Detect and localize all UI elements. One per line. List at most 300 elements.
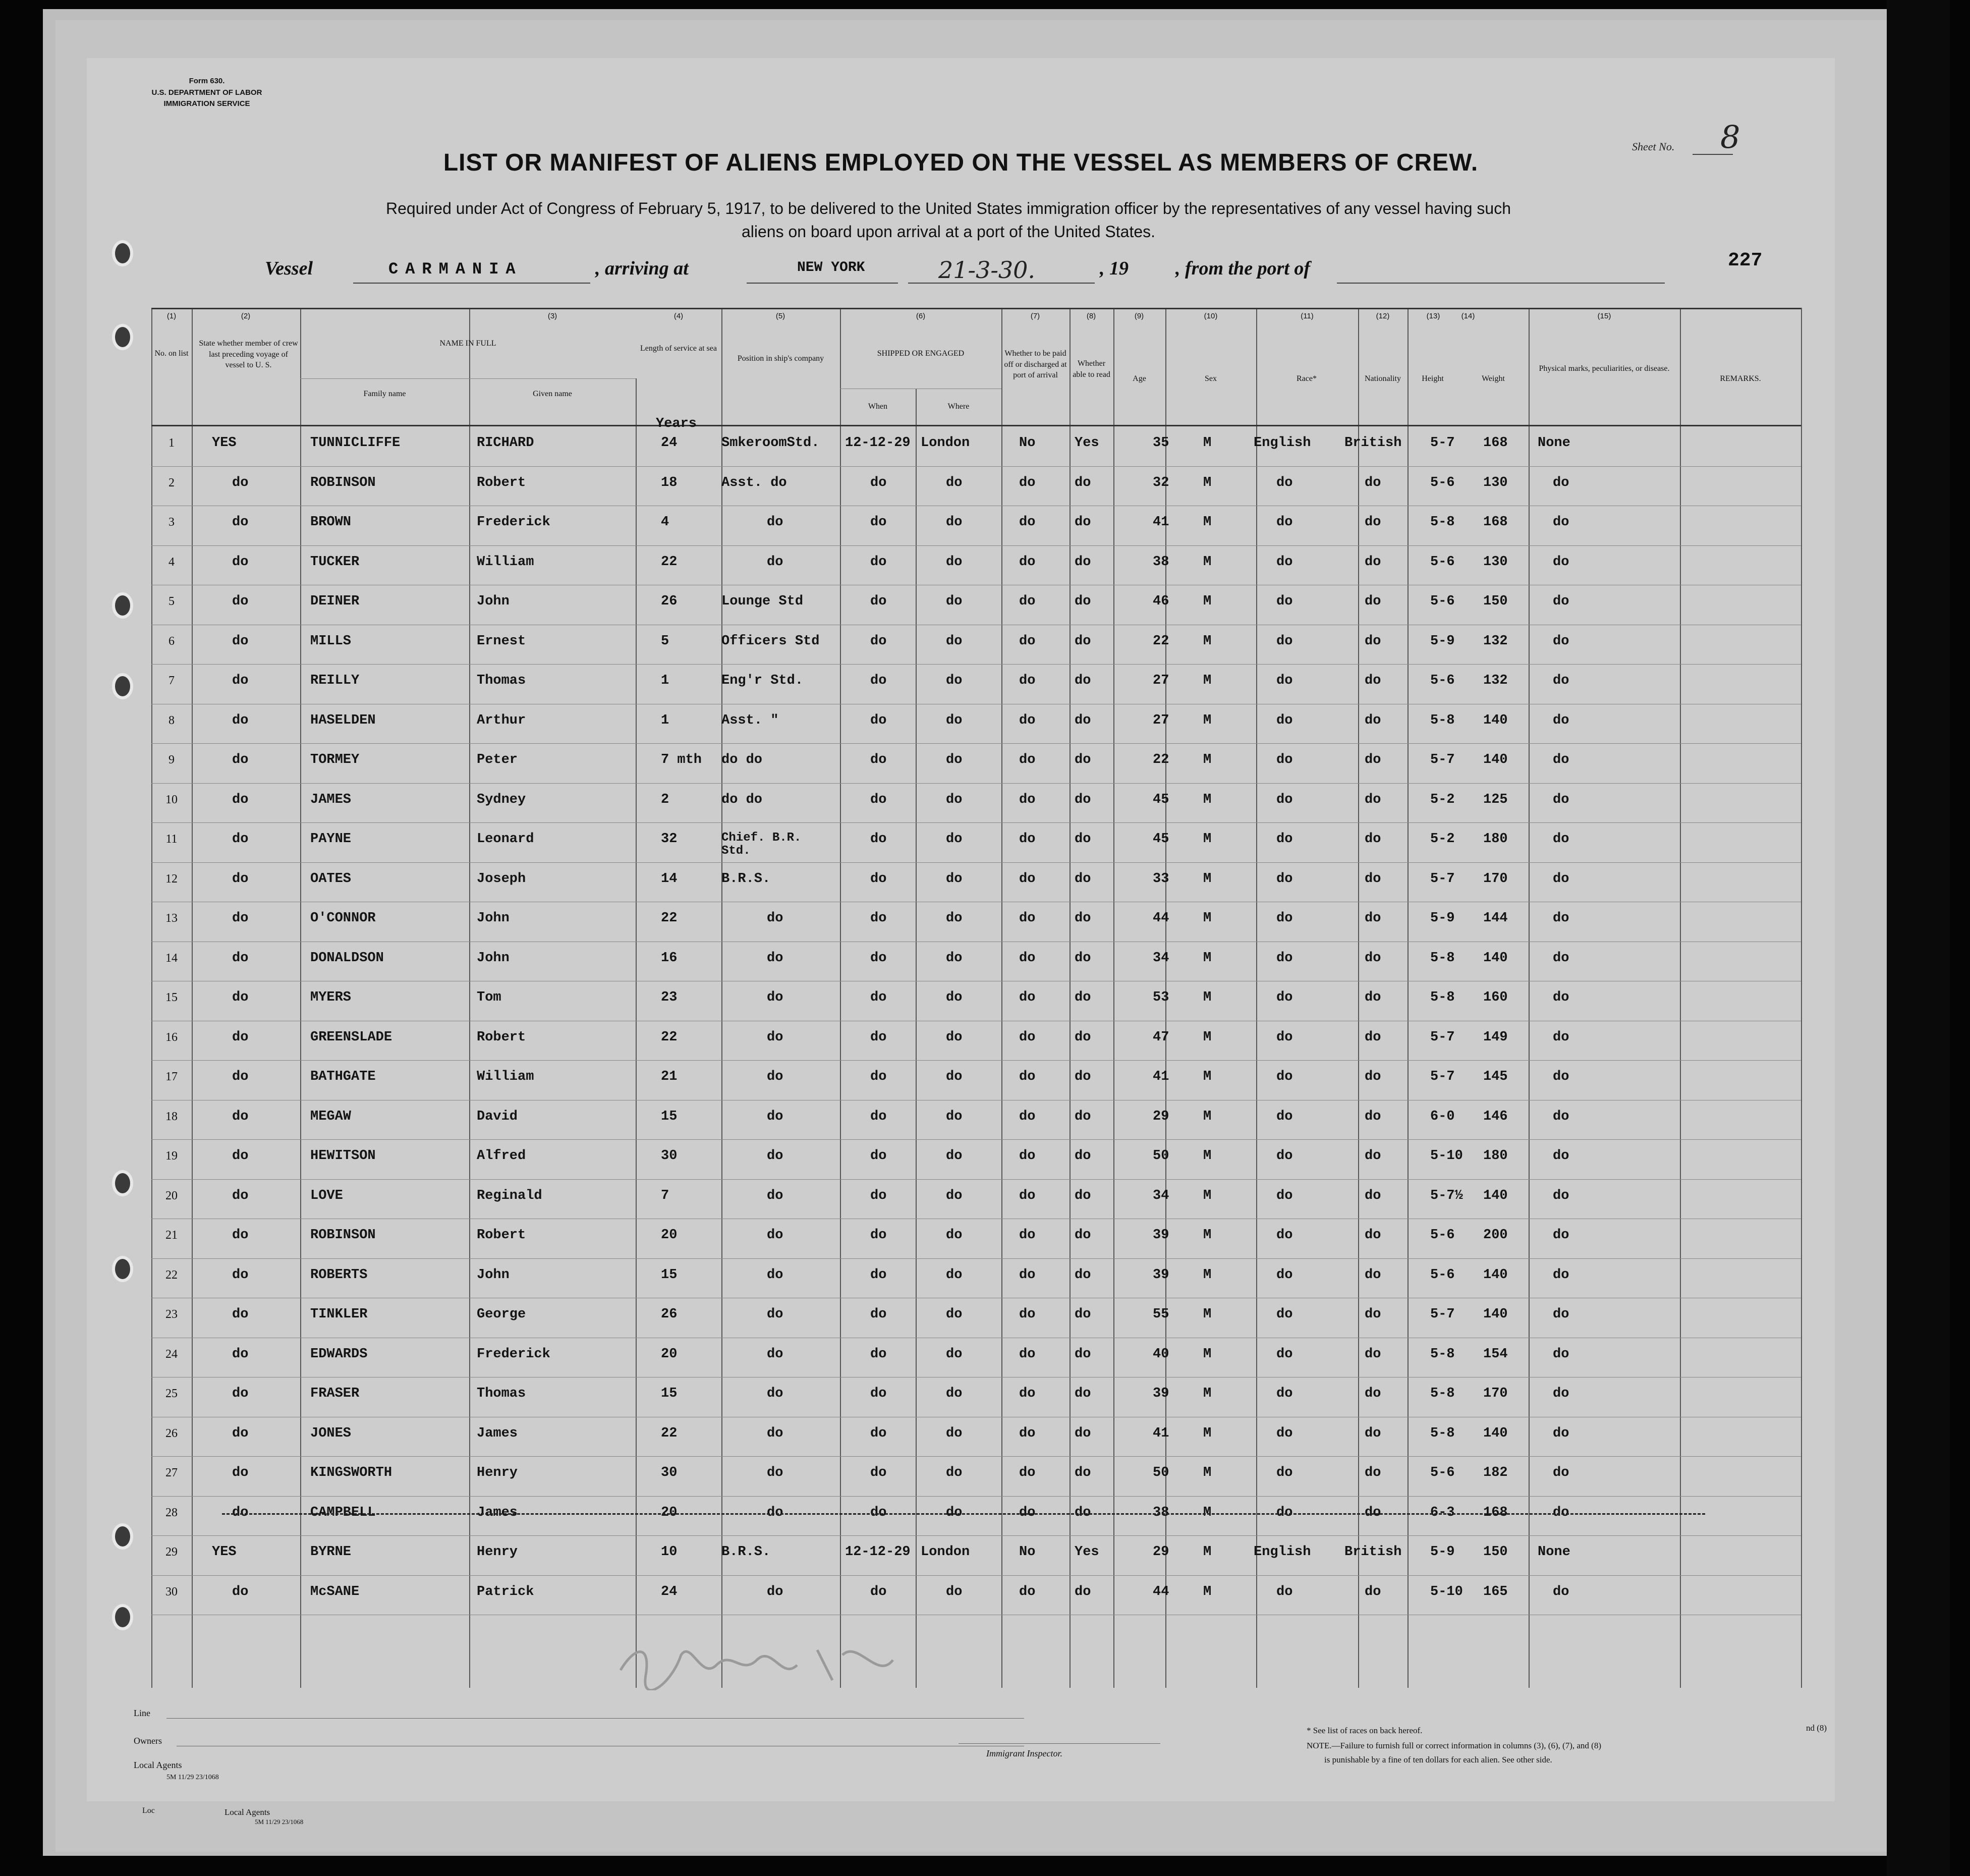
crew-last-voyage-cell: do [232,594,249,609]
shipped-where-cell: do [946,1228,963,1243]
crew-last-voyage-cell: do [232,1386,249,1401]
shipped-where-cell: do [946,1188,963,1203]
physical-marks-cell: do [1553,673,1569,688]
crew-last-voyage-cell: do [232,1188,249,1203]
height-cell: 5-6 [1430,1465,1455,1480]
shipped-when-cell: do [870,1465,887,1480]
able-to-read-cell: do [1075,1069,1091,1084]
shipped-when-cell: do [870,633,887,649]
able-to-read-cell: do [1075,1346,1091,1362]
length-of-service-cell: 32 [661,832,678,847]
weight-cell: 140 [1483,1307,1508,1322]
crew-last-voyage-cell: do [232,1505,249,1520]
inspector-rule [959,1743,1160,1744]
height-cell: 5-7½ [1430,1188,1463,1203]
nationality-cell: do [1365,673,1381,688]
where-header: Where [947,402,970,411]
able-to-read-cell: do [1075,792,1091,807]
family-name-cell: HASELDEN [310,712,376,728]
race-cell: do [1276,911,1293,926]
length-of-service-cell: 20 [661,1346,678,1362]
row-number: 7 [168,674,175,687]
able-to-read-cell: do [1075,752,1091,767]
crew-table [151,308,1801,1688]
age-cell: 40 [1153,1346,1169,1362]
strike-through-line [222,1513,1705,1515]
physical-marks-cell: do [1553,1307,1569,1322]
age-cell: 33 [1153,871,1169,887]
edge-fragment: nd (8) [1806,1723,1827,1733]
weight-cell: 150 [1483,1544,1508,1560]
row-number: 14 [165,951,178,965]
length-of-service-cell: 20 [661,1505,678,1520]
weight-cell: 144 [1483,911,1508,926]
column-divider [1408,308,1409,1688]
family-name-cell: LOVE [310,1188,343,1203]
length-of-service-cell: 7 mth [661,752,702,767]
row-rule [151,1496,1801,1497]
length-of-service-cell: 18 [661,475,678,490]
family-name-cell: JONES [310,1425,352,1441]
age-cell: 41 [1153,1425,1169,1441]
from-port-underline [1337,283,1665,284]
able-to-read-cell: do [1075,871,1091,887]
nationality-cell: do [1365,752,1381,767]
length-of-service-cell: 16 [661,950,678,966]
row-number: 16 [165,1030,178,1044]
row-rule [151,664,1801,665]
crew-last-voyage-cell: do [232,1109,249,1124]
shipped-where-cell: do [946,950,963,966]
sex-cell: M [1203,1267,1212,1283]
department: U.S. DEPARTMENT OF LABOR [151,88,262,97]
able-to-read-cell: do [1075,554,1091,570]
race-cell: do [1276,871,1293,887]
race-cell: do [1276,1346,1293,1362]
physical-marks-cell: do [1553,752,1569,767]
shipped-where-cell: do [946,712,963,728]
able-to-read-cell: do [1075,475,1091,490]
family-name-cell: MEGAW [310,1109,352,1124]
position-cell: do [767,1029,783,1045]
sex-cell: M [1203,832,1212,847]
crew-last-voyage-cell: do [232,1267,249,1283]
family-name-cell: MYERS [310,990,352,1005]
header-bottom-rule [151,425,1801,426]
column-number: (11) [1301,312,1314,320]
weight-cell: 140 [1483,1188,1508,1203]
nationality-cell: do [1365,475,1381,490]
able-to-read-cell: do [1075,1148,1091,1164]
race-cell: do [1276,792,1293,807]
name-subheader-rule [300,378,636,379]
paid-off-header: Whether to be paid off or discharged at port of arrival [1004,349,1067,380]
nationality-cell: do [1365,712,1381,728]
height-cell: 5-8 [1430,1386,1455,1401]
length-of-service-cell: 20 [661,1228,678,1243]
table-top-rule [151,308,1801,309]
race-cell: do [1276,950,1293,966]
age-cell: 39 [1153,1267,1169,1283]
age-cell: 44 [1153,911,1169,926]
length-of-service-cell: 24 [661,435,678,451]
weight-cell: 180 [1483,1148,1508,1164]
physical-marks-header: Physical marks, peculiarities, or disease. [1539,364,1670,373]
binder-hole [115,1173,130,1193]
race-cell: do [1276,1109,1293,1124]
sex-cell: M [1203,871,1212,887]
nationality-cell: do [1365,633,1381,649]
column-number: (6) [916,312,926,320]
row-number: 19 [165,1149,178,1163]
row-number: 24 [165,1347,178,1361]
shipped-when-cell: do [870,594,887,609]
family-name-cell: TINKLER [310,1307,368,1322]
position-cell: Asst. " [721,712,779,728]
sex-cell: M [1203,1029,1212,1045]
vessel-name: CARMANIA [388,260,523,279]
shipped-when-cell: do [870,752,887,767]
paid-off-cell: No [1019,1544,1036,1560]
sex-cell: M [1203,673,1212,688]
crew-last-voyage-cell: do [232,1584,249,1599]
age-cell: 50 [1153,1148,1169,1164]
sex-cell: M [1203,1584,1212,1599]
column-number: (13) [1426,312,1440,320]
paid-off-cell: do [1019,1069,1036,1084]
crew-last-voyage-cell: do [232,633,249,649]
length-of-service-cell: 24 [661,1584,678,1599]
nationality-cell: do [1365,1505,1381,1520]
given-name-cell: Henry [477,1544,518,1560]
shipped-engaged-header: SHIPPED OR ENGAGED [877,349,965,358]
height-cell: 5-6 [1430,1228,1455,1243]
position-cell: Eng'r Std. [721,673,804,688]
given-name-cell: John [477,911,510,926]
shipped-where-cell: do [946,1029,963,1045]
weight-cell: 182 [1483,1465,1508,1480]
column-number: (5) [775,312,785,320]
position-header: Position in ship's company [737,354,824,363]
column-divider [300,308,301,1688]
race-cell: do [1276,1069,1293,1084]
age-cell: 38 [1153,1505,1169,1520]
shipped-when-cell: do [870,1307,887,1322]
physical-marks-cell: None [1538,1544,1570,1560]
physical-marks-cell: do [1553,1346,1569,1362]
height-cell: 5-9 [1430,1544,1455,1560]
weight-cell: 165 [1483,1584,1508,1599]
when-header: When [868,402,888,411]
paid-off-cell: do [1019,594,1036,609]
paid-off-cell: do [1019,1386,1036,1401]
nationality-cell: do [1365,1109,1381,1124]
crew-last-voyage-cell: YES [212,435,237,451]
sex-cell: M [1203,990,1212,1005]
crew-last-voyage-cell: do [232,1425,249,1441]
page-stamp-number: 227 [1728,250,1763,271]
shipped-where-cell: do [946,792,963,807]
family-name-cell: FRASER [310,1386,360,1401]
position-cell: do [767,1228,783,1243]
row-rule [151,466,1801,467]
weight-cell: 168 [1483,515,1508,530]
row-number: 21 [165,1229,178,1242]
weight-cell: 168 [1483,435,1508,451]
column-divider [1680,308,1681,1688]
nationality-cell: do [1365,950,1381,966]
age-cell: 44 [1153,1584,1169,1599]
shipped-when-cell: do [870,1346,887,1362]
given-name-cell: Robert [477,1228,526,1243]
column-divider [1801,308,1802,1688]
column-number: (3) [547,312,557,320]
sex-cell: M [1203,712,1212,728]
paid-off-cell: do [1019,1188,1036,1203]
length-of-service-cell: 22 [661,554,678,570]
nationality-cell: do [1365,1029,1381,1045]
column-number: (4) [673,312,684,320]
crew-last-voyage-cell: do [232,554,249,570]
row-number: 20 [165,1189,178,1202]
family-name-cell: ROBINSON [310,475,376,490]
race-cell: do [1276,515,1293,530]
no-on-list-header: No. on list [154,349,189,358]
position-cell: Lounge Std [721,594,804,609]
shipped-when-cell: do [870,1386,887,1401]
service: IMMIGRATION SERVICE [163,99,250,108]
physical-marks-cell: do [1553,950,1569,966]
age-cell: 35 [1153,435,1169,451]
family-name-cell: BROWN [310,515,352,530]
crew-last-voyage-header: State whether member of crew last preceding voyage of vessel to U. S. [199,339,298,370]
shipped-when-cell: do [870,1029,887,1045]
sex-cell: M [1203,1069,1212,1084]
given-name-cell: David [477,1109,518,1124]
able-to-read-header: Whether able to read [1073,359,1110,379]
race-cell: do [1276,475,1293,490]
binder-hole [115,1526,130,1547]
able-to-read-cell: do [1075,673,1091,688]
row-number: 15 [165,991,178,1004]
shipped-where-cell: do [946,911,963,926]
age-cell: 45 [1153,792,1169,807]
physical-marks-cell: do [1553,871,1569,887]
weight-header: Weight [1482,374,1505,383]
page-title: LIST OR MANIFEST OF ALIENS EMPLOYED ON THE VESSEL AS MEMBERS OF CREW. [443,149,1479,176]
row-rule [151,783,1801,784]
physical-marks-cell: do [1553,475,1569,490]
shipped-where-cell: do [946,752,963,767]
paid-off-cell: do [1019,752,1036,767]
able-to-read-cell: do [1075,1228,1091,1243]
shipped-where-cell: do [946,1109,963,1124]
vessel-label: Vessel [265,258,313,279]
sex-cell: M [1203,475,1212,490]
position-cell: do [767,1386,783,1401]
position-cell: B.R.S. [721,1544,771,1560]
given-name-cell: Thomas [477,673,526,688]
shipped-where-cell: London [921,1544,970,1560]
binder-hole [115,1607,130,1627]
family-name-cell: GREENSLADE [310,1029,392,1045]
height-cell: 5-8 [1430,1346,1455,1362]
length-of-service-cell: 15 [661,1109,678,1124]
nationality-cell: do [1365,1267,1381,1283]
nationality-cell: do [1365,1148,1381,1164]
nationality-cell: do [1365,594,1381,609]
position-cell: do [767,515,783,530]
given-name-cell: Henry [477,1465,518,1480]
length-of-service-cell: 1 [661,673,669,688]
able-to-read-cell: do [1075,1505,1091,1520]
shipped-where-cell: do [946,554,963,570]
race-cell: do [1276,832,1293,847]
inspector-signature [615,1635,898,1690]
nationality-cell: do [1365,1425,1381,1441]
column-number: (15) [1597,312,1611,320]
able-to-read-cell: do [1075,712,1091,728]
weight-cell: 180 [1483,832,1508,847]
paid-off-cell: do [1019,1425,1036,1441]
crew-last-voyage-cell: do [232,832,249,847]
shipped-where-cell: do [946,1148,963,1164]
able-to-read-cell: do [1075,1267,1091,1283]
position-cell: do [767,1148,783,1164]
shipped-where-cell: do [946,832,963,847]
vessel-underline [353,283,590,284]
shipped-when-cell: 12-12-29 [845,1544,911,1560]
shipped-when-cell: do [870,792,887,807]
shipped-when-cell: do [870,1069,887,1084]
given-name-cell: Frederick [477,515,550,530]
row-number: 23 [165,1308,178,1321]
weight-cell: 149 [1483,1029,1508,1045]
age-cell: 41 [1153,515,1169,530]
column-divider [192,308,193,1688]
position-cell: Chief. B.R. Std. [721,831,802,858]
race-cell: do [1276,1148,1293,1164]
shipped-when-cell: do [870,1584,887,1599]
position-cell: SmkeroomStd. [721,435,820,451]
paid-off-cell: do [1019,990,1036,1005]
race-cell: do [1276,990,1293,1005]
weight-cell: 160 [1483,990,1508,1005]
able-to-read-cell: do [1075,1584,1091,1599]
age-cell: 29 [1153,1544,1169,1560]
age-cell: 32 [1153,475,1169,490]
weight-cell: 168 [1483,1505,1508,1520]
paid-off-cell: do [1019,1148,1036,1164]
sex-cell: M [1203,950,1212,966]
family-name-cell: DONALDSON [310,950,384,966]
sex-cell: M [1203,1505,1212,1520]
line-label: Line [134,1708,150,1718]
sex-cell: M [1203,1425,1212,1441]
row-rule [151,862,1801,863]
crew-last-voyage-cell: do [232,1148,249,1164]
position-cell: do [767,554,783,570]
family-name-cell: TUNNICLIFFE [310,435,401,451]
column-divider [1001,308,1002,1688]
race-header: Race* [1297,374,1317,383]
crew-last-voyage-cell: YES [212,1544,237,1560]
age-cell: 53 [1153,990,1169,1005]
race-cell: do [1276,1228,1293,1243]
family-name-cell: HEWITSON [310,1148,376,1164]
column-divider [1113,308,1114,1688]
race-cell: do [1276,1505,1293,1520]
paid-off-cell: do [1019,475,1036,490]
length-of-service-cell: 2 [661,792,669,807]
height-cell: 5-7 [1430,752,1455,767]
race-cell: do [1276,712,1293,728]
column-divider [1256,308,1257,1688]
position-cell: do [767,1505,783,1520]
row-number: 11 [165,833,178,846]
given-name-cell: Tom [477,990,501,1005]
physical-marks-cell: do [1553,633,1569,649]
paid-off-cell: do [1019,633,1036,649]
height-cell: 6-3 [1430,1505,1455,1520]
race-cell: do [1276,594,1293,609]
position-cell: do [767,1307,783,1322]
able-to-read-cell: do [1075,832,1091,847]
length-of-service-cell: 22 [661,911,678,926]
crew-last-voyage-cell: do [232,515,249,530]
age-cell: 22 [1153,633,1169,649]
penalty-note-2: is punishable by a fine of ten dollars for each alien. See other side. [1324,1755,1552,1764]
agents-label: Local Agents [134,1760,182,1770]
age-cell: 45 [1153,832,1169,847]
row-number: 1 [168,436,175,450]
given-name-header: Given name [533,390,572,398]
able-to-read-cell: do [1075,1188,1091,1203]
row-number: 28 [165,1506,178,1519]
row-rule [151,1456,1801,1457]
physical-marks-cell: do [1553,792,1569,807]
given-name-cell: Reginald [477,1188,542,1203]
weight-cell: 140 [1483,1425,1508,1441]
nationality-cell: do [1365,1069,1381,1084]
length-of-service-cell: 30 [661,1465,678,1480]
row-number: 13 [165,912,178,925]
race-cell: English [1254,435,1311,451]
given-name-cell: William [477,554,534,570]
position-cell: do do [721,792,763,807]
family-name-cell: CAMPBELL [310,1505,376,1520]
paid-off-cell: do [1019,673,1036,688]
crew-last-voyage-cell: do [232,1346,249,1362]
weight-cell: 130 [1483,475,1508,490]
race-cell: do [1276,1386,1293,1401]
binder-hole [115,676,130,696]
sex-cell: M [1203,554,1212,570]
weight-cell: 200 [1483,1228,1508,1243]
paid-off-cell: do [1019,950,1036,966]
crew-last-voyage-cell: do [232,911,249,926]
subtitle-line-2: aliens on board upon arrival at a port of the United States. [741,223,1156,241]
binding-edge [1887,0,1950,1876]
shipped-when-cell: do [870,1425,887,1441]
physical-marks-cell: do [1553,1148,1569,1164]
row-number: 25 [165,1387,178,1400]
position-cell: Asst. do [721,475,787,490]
shipped-when-cell: do [870,911,887,926]
shipped-when-cell: do [870,1109,887,1124]
nationality-cell: British [1344,435,1402,451]
able-to-read-cell: do [1075,1307,1091,1322]
